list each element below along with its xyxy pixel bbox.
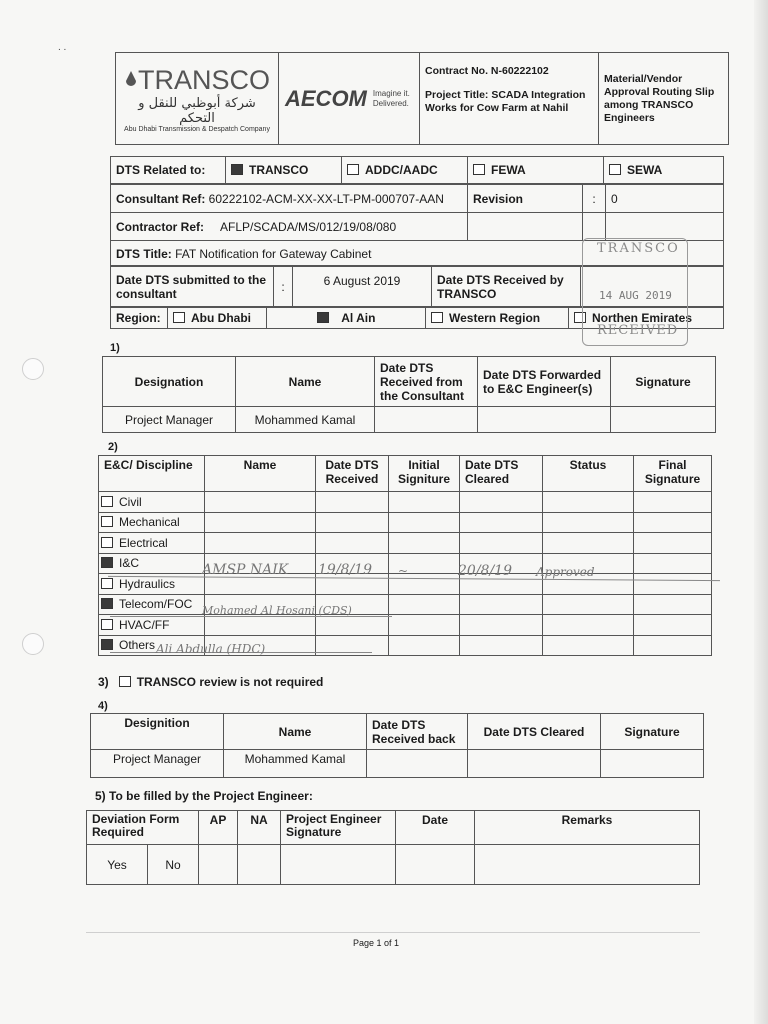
s5-signature[interactable] bbox=[281, 845, 396, 885]
s1-signature[interactable] bbox=[611, 407, 716, 433]
checkbox-checked[interactable] bbox=[101, 598, 113, 609]
dts-option-sewa[interactable]: SEWA bbox=[604, 157, 724, 184]
section-1-table bbox=[102, 356, 716, 433]
ic-cleared-handwritten: 20/8/19 bbox=[458, 563, 512, 579]
s5-na[interactable] bbox=[238, 845, 281, 885]
s5-header-deviation: Deviation Form Required bbox=[87, 811, 199, 845]
dts-option-addc[interactable]: ADDC/AADC bbox=[342, 157, 468, 184]
received-stamp bbox=[582, 238, 688, 346]
discipline-entry-cell[interactable] bbox=[460, 594, 543, 615]
s4-cleared[interactable] bbox=[468, 750, 601, 778]
checkbox-checked[interactable] bbox=[317, 312, 329, 323]
discipline-entry-cell[interactable] bbox=[634, 615, 712, 636]
s1-designation: Project Manager bbox=[103, 407, 236, 433]
checkbox[interactable] bbox=[101, 496, 113, 507]
s2-header-cleared: Date DTS Cleared bbox=[460, 456, 543, 492]
discipline-cell[interactable] bbox=[99, 512, 205, 533]
s5-yes[interactable]: Yes bbox=[87, 845, 148, 885]
checkbox[interactable] bbox=[101, 537, 113, 548]
submitted-colon: : bbox=[274, 266, 293, 308]
transco-subtitle: Abu Dhabi Transmission & Despatch Company bbox=[124, 125, 270, 133]
discipline-entry-cell[interactable] bbox=[205, 512, 316, 533]
discipline-entry-cell[interactable] bbox=[316, 615, 389, 636]
s1-header-name: Name bbox=[236, 357, 375, 407]
discipline-entry-cell[interactable] bbox=[543, 512, 634, 533]
checkbox[interactable] bbox=[101, 516, 113, 527]
section-2-number: 2) bbox=[108, 441, 118, 453]
discipline-entry-cell[interactable] bbox=[634, 594, 712, 615]
discipline-label: Others bbox=[119, 638, 156, 653]
dts-title: DTS Title: FAT Notification for Gateway Cabinet bbox=[111, 241, 724, 267]
ic-initial-handwritten: ~ bbox=[398, 564, 409, 578]
scan-mark: . . bbox=[58, 42, 67, 53]
ic-received-handwritten: 19/8/19 bbox=[318, 562, 372, 578]
section-1-number: 1) bbox=[110, 342, 120, 354]
discipline-label: Mechanical bbox=[119, 515, 180, 530]
discipline-entry-cell[interactable] bbox=[205, 492, 316, 513]
discipline-label: I&C bbox=[119, 556, 140, 571]
section-4-table bbox=[90, 713, 704, 778]
checkbox[interactable] bbox=[119, 676, 131, 687]
discipline-entry-cell[interactable] bbox=[389, 615, 460, 636]
s1-received[interactable] bbox=[375, 407, 478, 433]
region-northern[interactable]: Northen Emirates bbox=[569, 307, 724, 329]
punch-hole bbox=[22, 358, 44, 380]
transco-drop-icon bbox=[124, 70, 138, 90]
s1-header-signature: Signature bbox=[611, 357, 716, 407]
discipline-entry-cell[interactable] bbox=[634, 574, 712, 595]
discipline-label: HVAC/FF bbox=[119, 617, 170, 632]
s2-header-name: Name bbox=[205, 456, 316, 492]
s2-header-discipline: E&C/ Discipline bbox=[99, 456, 205, 492]
section-5-table bbox=[86, 810, 700, 885]
discipline-entry-cell[interactable] bbox=[389, 512, 460, 533]
s5-header-signature: Project Engineer Signature bbox=[281, 811, 396, 845]
discipline-label: Telecom/FOC bbox=[119, 597, 193, 612]
s1-header-forwarded: Date DTS Forwarded to E&C Engineer(s) bbox=[478, 357, 611, 407]
contract-cell bbox=[420, 53, 599, 145]
dts-option-transco[interactable]: TRANSCO bbox=[226, 157, 342, 184]
s2-header-received: Date DTS Received bbox=[316, 456, 389, 492]
ic-name-handwritten: AMSP NAIK bbox=[202, 562, 289, 578]
section-5-title: 5) To be filled by the Project Engineer: bbox=[95, 789, 313, 803]
discipline-entry-cell[interactable] bbox=[634, 533, 712, 554]
discipline-entry-cell[interactable] bbox=[205, 533, 316, 554]
s5-header-remarks: Remarks bbox=[475, 811, 700, 845]
region-western[interactable]: Western Region bbox=[426, 307, 569, 329]
discipline-entry-cell[interactable] bbox=[316, 512, 389, 533]
discipline-entry-cell[interactable] bbox=[543, 635, 634, 656]
discipline-entry-cell[interactable] bbox=[389, 635, 460, 656]
discipline-entry-cell[interactable] bbox=[316, 533, 389, 554]
discipline-entry-cell[interactable] bbox=[634, 553, 712, 574]
region-abu-dhabi[interactable]: Abu Dhabi bbox=[168, 307, 267, 329]
s5-no[interactable]: No bbox=[148, 845, 199, 885]
table-row bbox=[99, 533, 712, 554]
discipline-entry-cell[interactable] bbox=[460, 533, 543, 554]
section-4-number: 4) bbox=[98, 700, 108, 712]
discipline-entry-cell[interactable] bbox=[389, 533, 460, 554]
table-row bbox=[99, 615, 712, 636]
transco-review-label: TRANSCO review is not required bbox=[136, 675, 324, 689]
checkbox-checked[interactable] bbox=[101, 557, 113, 568]
s5-header-date: Date bbox=[396, 811, 475, 845]
received-label: Date DTS Received by TRANSCO bbox=[432, 266, 581, 308]
discipline-entry-cell[interactable] bbox=[460, 635, 543, 656]
s2-header-final: Final Signature bbox=[634, 456, 712, 492]
region-al-ain[interactable]: Al Ain bbox=[267, 307, 426, 329]
discipline-entry-cell[interactable] bbox=[543, 594, 634, 615]
transco-arabic-name: شركة أبوظبي للنقل و التحكم bbox=[138, 95, 256, 126]
section-2-table bbox=[98, 455, 712, 656]
s5-ap[interactable] bbox=[199, 845, 238, 885]
s1-name: Mohammed Kamal bbox=[236, 407, 375, 433]
dts-ref-table bbox=[110, 184, 724, 241]
s4-header-signature: Signature bbox=[601, 714, 704, 750]
s5-header-ap: AP bbox=[199, 811, 238, 845]
discipline-cell[interactable] bbox=[99, 553, 205, 574]
checkbox-checked[interactable] bbox=[101, 639, 113, 650]
aecom-tagline-1: Imagine it. bbox=[372, 88, 410, 98]
s4-header-cleared: Date DTS Cleared bbox=[468, 714, 601, 750]
discipline-entry-cell[interactable] bbox=[634, 635, 712, 656]
discipline-entry-cell[interactable] bbox=[460, 512, 543, 533]
s1-header-received: Date DTS Received from the Consultant bbox=[375, 357, 478, 407]
project-title: Project Title: SCADA Integration Works for Cow Farm at Nahil bbox=[425, 89, 586, 114]
checkbox[interactable] bbox=[101, 619, 113, 630]
transco-logo-text: TRANSCO bbox=[137, 64, 270, 95]
discipline-entry-cell[interactable] bbox=[316, 492, 389, 513]
s5-date[interactable] bbox=[396, 845, 475, 885]
s2-header-initial: Initial Signiture bbox=[389, 456, 460, 492]
ic-status-handwritten: Approved bbox=[536, 565, 595, 579]
discipline-cell[interactable] bbox=[99, 594, 205, 615]
dts-info-table bbox=[110, 156, 724, 184]
discipline-entry-cell[interactable] bbox=[543, 615, 634, 636]
submitted-label: Date DTS submitted to the consultant bbox=[111, 266, 274, 308]
discipline-entry-cell[interactable] bbox=[460, 492, 543, 513]
checkbox[interactable] bbox=[431, 312, 443, 323]
s4-designation: Project Manager bbox=[91, 750, 224, 778]
table-row bbox=[99, 512, 712, 533]
s1-header-designation: Designation bbox=[103, 357, 236, 407]
discipline-cell[interactable] bbox=[99, 615, 205, 636]
discipline-entry-cell[interactable] bbox=[389, 594, 460, 615]
discipline-entry-cell[interactable] bbox=[205, 615, 316, 636]
contract-number: Contract No. N-60222102 bbox=[425, 65, 549, 77]
page-edge-shadow bbox=[754, 0, 768, 1024]
dts-related-label: DTS Related to: bbox=[111, 157, 226, 184]
stamp-date: 14 AUG 2019 bbox=[599, 289, 672, 302]
checkbox[interactable] bbox=[173, 312, 185, 323]
discipline-entry-cell[interactable] bbox=[389, 492, 460, 513]
s4-header-received: Date DTS Received back bbox=[367, 714, 468, 750]
footer-rule bbox=[86, 932, 700, 933]
aecom-logo-cell bbox=[279, 53, 420, 145]
submitted-date: 6 August 2019 bbox=[293, 266, 432, 308]
slip-title: Material/Vendor Approval Routing Slip among TRANSCO Engineers bbox=[599, 53, 729, 145]
header-table bbox=[115, 52, 729, 145]
checkbox[interactable] bbox=[347, 164, 359, 175]
section-3 bbox=[98, 675, 323, 689]
table-row bbox=[99, 594, 712, 615]
telecom-name-handwritten: Mohamed Al Hosani (CDS) bbox=[202, 604, 352, 617]
discipline-cell[interactable] bbox=[99, 492, 205, 513]
region-label: Region: bbox=[111, 307, 168, 329]
others-name-handwritten: Ali Abdulla (HDC) bbox=[156, 642, 266, 656]
s4-header-designition: Designition bbox=[91, 714, 224, 750]
contractor-ref: Contractor Ref: AFLP/SCADA/MS/012/19/08/080 bbox=[111, 213, 468, 241]
stamp-received: RECEIVED bbox=[597, 323, 679, 338]
revision-colon: : bbox=[583, 185, 606, 213]
dts-option-fewa[interactable]: FEWA bbox=[468, 157, 604, 184]
checkbox[interactable] bbox=[473, 164, 485, 175]
discipline-entry-cell[interactable] bbox=[543, 533, 634, 554]
aecom-logo-text: AECOM bbox=[285, 85, 367, 111]
s4-header-name: Name bbox=[224, 714, 367, 750]
punch-hole bbox=[22, 633, 44, 655]
transco-logo-cell bbox=[116, 53, 279, 145]
checkbox-checked[interactable] bbox=[231, 164, 243, 175]
s1-forwarded[interactable] bbox=[478, 407, 611, 433]
revision-label: Revision bbox=[468, 185, 583, 213]
page-number: Page 1 of 1 bbox=[352, 938, 400, 948]
s2-header-status: Status bbox=[543, 456, 634, 492]
revision-value: 0 bbox=[606, 185, 724, 213]
discipline-entry-cell[interactable] bbox=[460, 615, 543, 636]
discipline-entry-cell[interactable] bbox=[634, 492, 712, 513]
discipline-cell[interactable] bbox=[99, 533, 205, 554]
section-3-number: 3) bbox=[98, 675, 109, 689]
s4-name: Mohammed Kamal bbox=[224, 750, 367, 778]
discipline-entry-cell[interactable] bbox=[543, 492, 634, 513]
s4-received[interactable] bbox=[367, 750, 468, 778]
discipline-label: Hydraulics bbox=[119, 576, 176, 591]
discipline-label: Civil bbox=[119, 494, 142, 509]
s4-signature[interactable] bbox=[601, 750, 704, 778]
discipline-entry-cell[interactable] bbox=[634, 512, 712, 533]
table-row bbox=[99, 492, 712, 513]
discipline-label: Electrical bbox=[119, 535, 168, 550]
checkbox[interactable] bbox=[609, 164, 621, 175]
checkbox[interactable] bbox=[101, 578, 113, 589]
stamp-logo: TRANSCO bbox=[597, 241, 680, 256]
s5-header-na: NA bbox=[238, 811, 281, 845]
aecom-tagline-2: Delivered. bbox=[372, 98, 409, 108]
s5-remarks[interactable] bbox=[475, 845, 700, 885]
consultant-ref: Consultant Ref: 60222102-ACM-XX-XX-LT-PM-000707-AAN bbox=[111, 185, 468, 213]
